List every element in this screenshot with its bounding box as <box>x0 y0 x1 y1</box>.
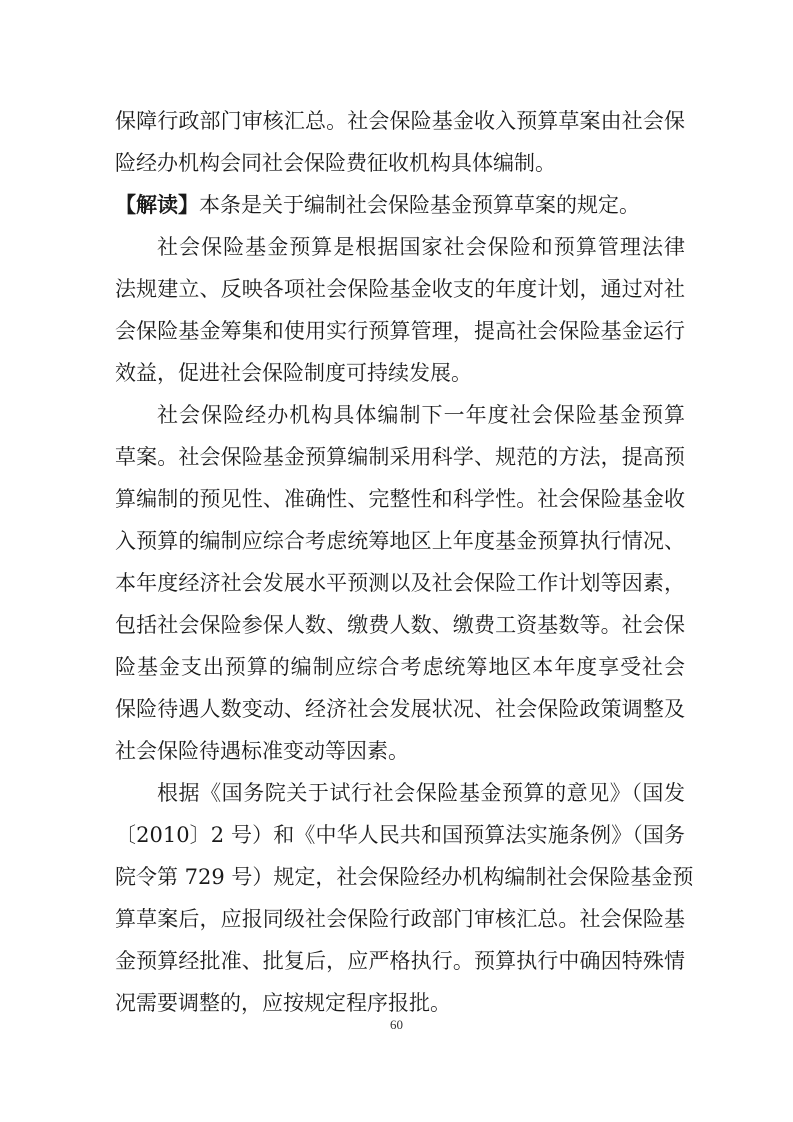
text-line: 金预算经批准、批复后，应严格执行。预算执行中确因特殊情 <box>115 949 685 973</box>
text-line: 险经办机构会同社会保险费征收机构具体编制。 <box>115 151 556 175</box>
text-line: 根据《国务院关于试行社会保险基金预算的意见》（国发 <box>157 781 685 805</box>
page-number: 60 <box>390 1017 403 1032</box>
text-line: 险基金支出预算的编制应综合考虑统筹地区本年度享受社会 <box>115 655 685 679</box>
text-line: 法规建立、反映各项社会保险基金收支的年度计划，通过对社 <box>115 277 685 301</box>
text-line: 算草案后，应报同级社会保险行政部门审核汇总。社会保险基 <box>115 907 685 931</box>
document-body <box>115 100 694 1024</box>
text-line: 入预算的编制应综合考虑统筹地区上年度基金预算执行情况、 <box>115 529 685 553</box>
text-line: 效益，促进社会保险制度可持续发展。 <box>115 361 472 385</box>
text-line: 社会保险经办机构具体编制下一年度社会保险基金预算 <box>157 403 685 427</box>
text-line: 算编制的预见性、准确性、完整性和科学性。社会保险基金收 <box>115 487 685 511</box>
text-line: 草案。社会保险基金预算编制采用科学、规范的方法，提高预 <box>115 445 685 469</box>
text-line: 社会保险基金预算是根据国家社会保险和预算管理法律 <box>157 235 685 259</box>
text-line: 社会保险待遇标准变动等因素。 <box>115 739 409 763</box>
paragraph-1 <box>115 100 685 184</box>
text-line <box>115 184 685 226</box>
text-line: 本年度经济社会发展水平预测以及社会保险工作计划等因素， <box>115 571 685 595</box>
text-line: 况需要调整的，应按规定程序报批。 <box>115 991 451 1015</box>
text-line: 〔2010〕2 号）和《中华人民共和国预算法实施条例》（国务 <box>115 823 685 847</box>
text-line: 包括社会保险参保人数、缴费人数、缴费工资基数等。社会保 <box>115 613 685 637</box>
text-line: 保险待遇人数变动、经济社会发展状况、社会保险政策调整及 <box>115 697 685 721</box>
paragraph-5 <box>115 772 694 1024</box>
paragraph-4 <box>115 394 685 772</box>
paragraph-3 <box>115 226 685 394</box>
text-line: 会保险基金筹集和使用实行预算管理，提高社会保险基金运行 <box>115 319 685 343</box>
text-fragment: 本条是关于编制社会保险基金预算草案的规定。 <box>199 193 640 217</box>
text-line: 院令第 729 号）规定，社会保险经办机构编制社会保险基金预 <box>115 865 694 889</box>
paragraph-2 <box>115 184 685 226</box>
interpretation-heading: 【解读】 <box>115 192 199 217</box>
text-line: 保障行政部门审核汇总。社会保险基金收入预算草案由社会保 <box>115 109 685 133</box>
